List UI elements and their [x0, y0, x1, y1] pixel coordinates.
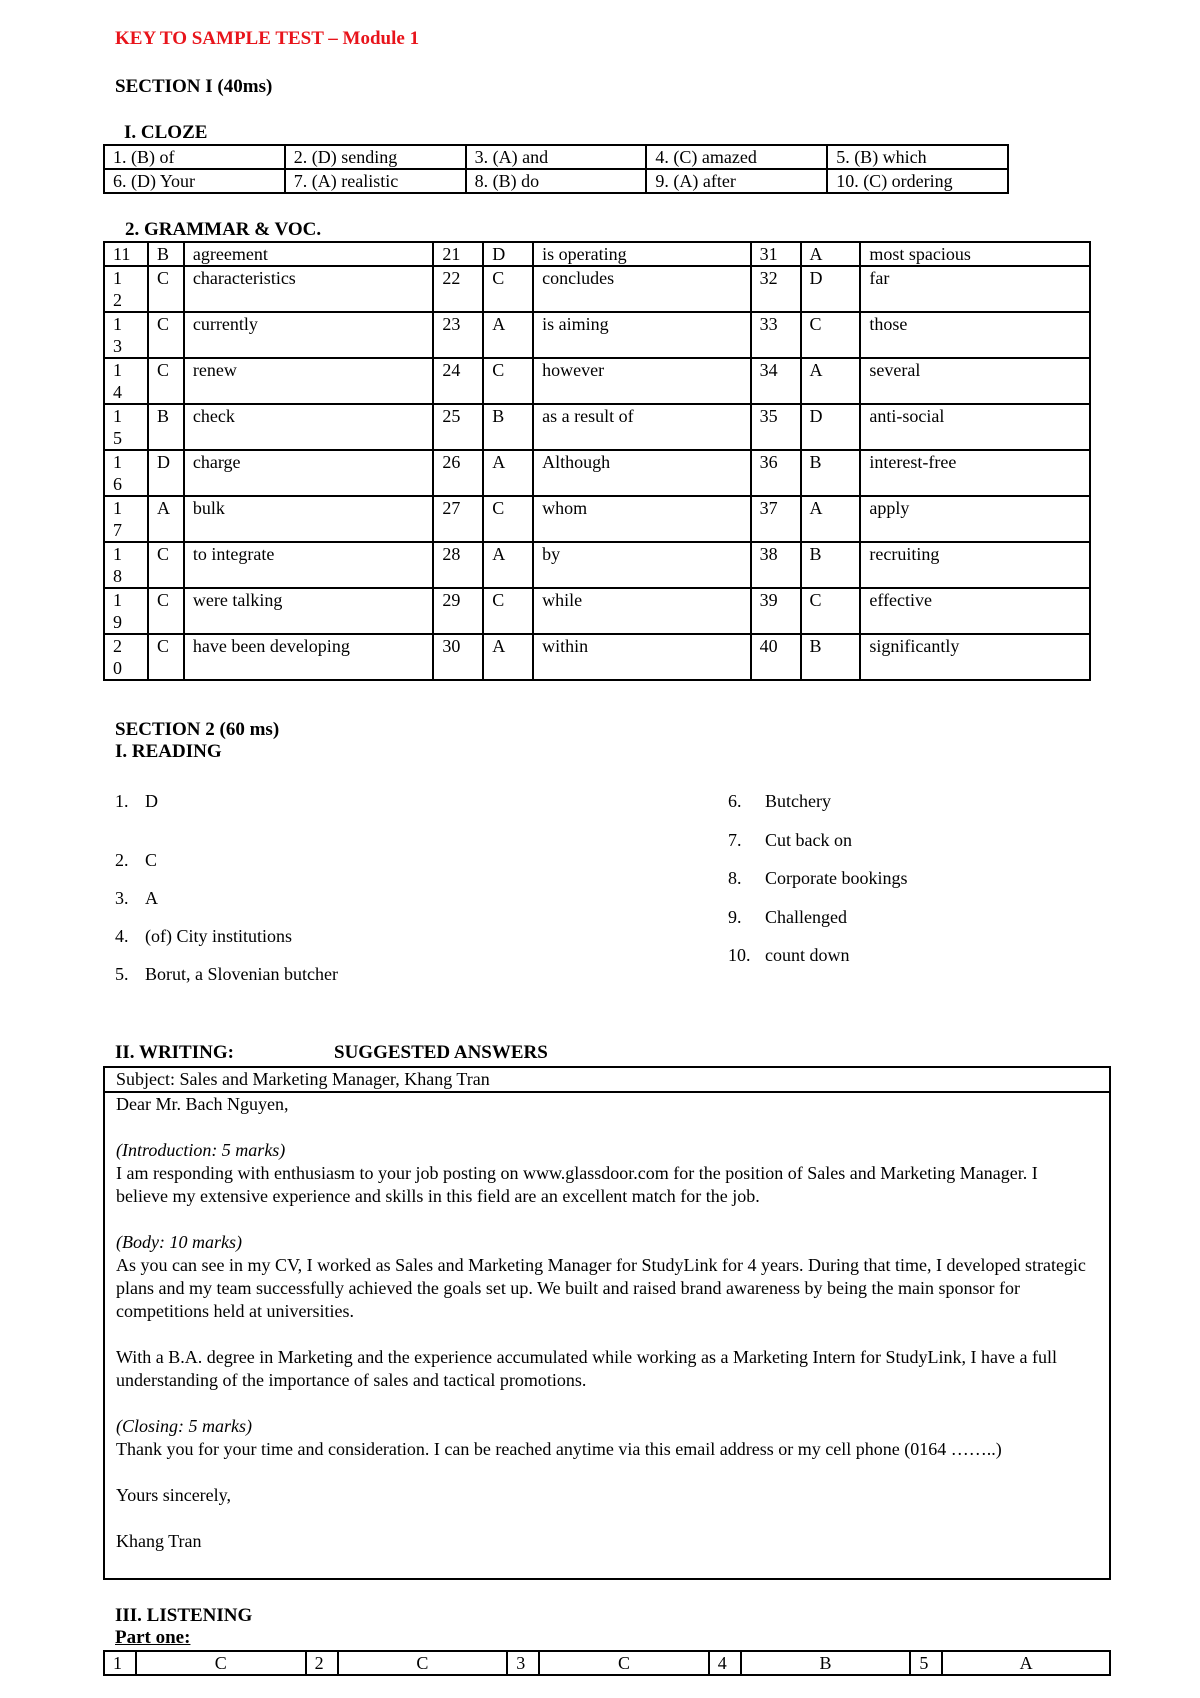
grammar-row [104, 358, 1090, 404]
grammar-answer-letter: C [148, 312, 184, 358]
grammar-answer-word: while [533, 588, 750, 634]
grammar-answer-letter: D [801, 266, 861, 312]
grammar-question-number: 34 [751, 358, 801, 404]
listening-number: 2 [306, 1651, 338, 1675]
listening-answer: C [338, 1651, 508, 1675]
reading-item: 5. Borut, a Slovenian butcher [115, 964, 338, 984]
grammar-row [104, 450, 1090, 496]
grammar-question-number: 40 [751, 634, 801, 680]
grammar-answer-letter: B [148, 242, 184, 266]
reading-item: 10. count down [728, 945, 850, 965]
grammar-answer-letter: A [801, 358, 861, 404]
grammar-answer-letter: B [801, 450, 861, 496]
grammar-answer-word: is aiming [533, 312, 750, 358]
section1-heading: SECTION I (40ms) [115, 76, 273, 97]
grammar-question-number: 23 [433, 312, 483, 358]
grammar-row [104, 588, 1090, 634]
cloze-cell: 3. (A) and [466, 145, 647, 169]
grammar-answer-word: far [860, 266, 1090, 312]
grammar-answer-letter: C [483, 266, 533, 312]
grammar-answer-letter: B [801, 542, 861, 588]
grammar-answer-letter: C [483, 496, 533, 542]
grammar-answer-letter: C [148, 588, 184, 634]
body-paragraph-2: With a B.A. degree in Marketing and the experience accumulated while working as a Marketing Intern for StudyLink, I have a full understanding of the importance of sales and tactical promotions. [116, 1347, 1057, 1390]
cloze-row [104, 169, 1008, 193]
writing-subheading: SUGGESTED ANSWERS [334, 1042, 548, 1063]
grammar-row [104, 242, 1090, 266]
grammar-question-number: 11 [104, 242, 148, 266]
listening-answer: C [136, 1651, 306, 1675]
letter-salutation: Dear Mr. Bach Nguyen, [116, 1094, 289, 1114]
grammar-answer-letter: C [148, 266, 184, 312]
grammar-question-number: 1 8 [104, 542, 148, 588]
intro-paragraph: I am responding with enthusiasm to your job posting on www.glassdoor.com for the position of Sales and Marketing Manager. I believe my extensive experience and skills in this field are an excellent match for the job. [116, 1163, 1038, 1206]
grammar-row [104, 542, 1090, 588]
grammar-answer-word: as a result of [533, 404, 750, 450]
grammar-answer-word: anti-social [860, 404, 1090, 450]
grammar-answer-letter: C [483, 358, 533, 404]
closing-label: (Closing: 5 marks) [116, 1416, 252, 1436]
grammar-answer-word: most spacious [860, 242, 1090, 266]
cloze-cell: 6. (D) Your [104, 169, 285, 193]
cloze-cell: 10. (C) ordering [827, 169, 1008, 193]
reading-item: 4. (of) City institutions [115, 926, 293, 946]
reading-item: 8. Corporate bookings [728, 868, 908, 888]
grammar-answer-word: several [860, 358, 1090, 404]
grammar-answer-word: currently [184, 312, 433, 358]
listening-number: 1 [104, 1651, 136, 1675]
grammar-answer-letter: A [483, 634, 533, 680]
grammar-answer-word: agreement [184, 242, 433, 266]
intro-label: (Introduction: 5 marks) [116, 1140, 286, 1160]
cloze-cell: 5. (B) which [827, 145, 1008, 169]
reading-item: 6. Butchery [728, 791, 831, 811]
letter-signature-name: Khang Tran [116, 1531, 202, 1551]
grammar-row [104, 496, 1090, 542]
cloze-cell: 2. (D) sending [285, 145, 466, 169]
grammar-answer-word: within [533, 634, 750, 680]
grammar-answer-word: significantly [860, 634, 1090, 680]
grammar-row [104, 634, 1090, 680]
grammar-question-number: 28 [433, 542, 483, 588]
cloze-row [104, 145, 1008, 169]
grammar-question-number: 29 [433, 588, 483, 634]
grammar-answer-word: to integrate [184, 542, 433, 588]
grammar-answer-word: effective [860, 588, 1090, 634]
listening-answer: C [539, 1651, 709, 1675]
cloze-cell: 9. (A) after [646, 169, 827, 193]
reading-item: 2. C [115, 850, 158, 870]
listening-number: 5 [910, 1651, 942, 1675]
grammar-answer-table [103, 241, 1091, 681]
grammar-answer-word: however [533, 358, 750, 404]
listening-number: 3 [507, 1651, 539, 1675]
grammar-question-number: 33 [751, 312, 801, 358]
grammar-answer-word: by [533, 542, 750, 588]
grammar-answer-letter: A [148, 496, 184, 542]
grammar-question-number: 1 9 [104, 588, 148, 634]
grammar-question-number: 22 [433, 266, 483, 312]
grammar-answer-letter: A [801, 496, 861, 542]
grammar-answer-word: interest-free [860, 450, 1090, 496]
cloze-cell: 4. (C) amazed [646, 145, 827, 169]
cloze-cell: 1. (B) of [104, 145, 285, 169]
grammar-answer-letter: C [148, 634, 184, 680]
grammar-answer-letter: D [483, 242, 533, 266]
grammar-answer-word: whom [533, 496, 750, 542]
grammar-answer-letter: B [148, 404, 184, 450]
grammar-answer-letter: C [801, 588, 861, 634]
grammar-question-number: 1 5 [104, 404, 148, 450]
grammar-question-number: 38 [751, 542, 801, 588]
reading-heading: I. READING [115, 741, 222, 762]
reading-item: 9. Challenged [728, 907, 847, 927]
grammar-answer-letter: A [483, 450, 533, 496]
grammar-question-number: 31 [751, 242, 801, 266]
grammar-question-number: 36 [751, 450, 801, 496]
listening-number: 4 [709, 1651, 741, 1675]
letter-signoff: Yours sincerely, [116, 1485, 231, 1505]
suggested-letter-box [103, 1066, 1111, 1580]
grammar-question-number: 1 2 [104, 266, 148, 312]
grammar-heading: 2. GRAMMAR & VOC. [125, 219, 322, 240]
grammar-answer-word: characteristics [184, 266, 433, 312]
body-paragraph-1: As you can see in my CV, I worked as Sales and Marketing Manager for StudyLink for 4 years. During that time, I developed strategic plans and my team successfully achieved the goals set up. We built and raised brand awareness by being the main sponsor for competitions held at universities. [116, 1255, 1086, 1321]
grammar-answer-letter: C [483, 588, 533, 634]
grammar-question-number: 24 [433, 358, 483, 404]
grammar-row [104, 266, 1090, 312]
grammar-question-number: 1 3 [104, 312, 148, 358]
grammar-question-number: 1 7 [104, 496, 148, 542]
grammar-answer-word: renew [184, 358, 433, 404]
grammar-answer-letter: C [148, 358, 184, 404]
section2-heading: SECTION 2 (60 ms) [115, 719, 280, 740]
grammar-answer-word: check [184, 404, 433, 450]
grammar-answer-word: recruiting [860, 542, 1090, 588]
reading-item: 1. D [115, 791, 158, 811]
grammar-answer-letter: A [801, 242, 861, 266]
cloze-heading: I. CLOZE [124, 122, 208, 143]
reading-item: 7. Cut back on [728, 830, 852, 850]
grammar-question-number: 30 [433, 634, 483, 680]
body-label: (Body: 10 marks) [116, 1232, 242, 1252]
letter-subject: Subject: Sales and Marketing Manager, Khang Tran [105, 1068, 1109, 1093]
grammar-answer-word: bulk [184, 496, 433, 542]
grammar-question-number: 35 [751, 404, 801, 450]
grammar-answer-letter: B [801, 634, 861, 680]
listening-answer: B [741, 1651, 911, 1675]
grammar-answer-word: charge [184, 450, 433, 496]
grammar-answer-letter: C [148, 542, 184, 588]
grammar-row [104, 312, 1090, 358]
grammar-question-number: 25 [433, 404, 483, 450]
cloze-cell: 8. (B) do [466, 169, 647, 193]
grammar-question-number: 32 [751, 266, 801, 312]
closing-paragraph: Thank you for your time and consideration. I can be reached anytime via this email address or my cell phone (0164 ……..) [116, 1439, 1002, 1459]
grammar-question-number: 21 [433, 242, 483, 266]
grammar-question-number: 27 [433, 496, 483, 542]
document-title: KEY TO SAMPLE TEST – Module 1 [115, 28, 420, 49]
grammar-question-number: 1 4 [104, 358, 148, 404]
grammar-answer-letter: B [483, 404, 533, 450]
listening-answer-table [103, 1650, 1111, 1676]
grammar-question-number: 2 0 [104, 634, 148, 680]
reading-item: 3. A [115, 888, 158, 908]
grammar-answer-word: apply [860, 496, 1090, 542]
grammar-answer-word: concludes [533, 266, 750, 312]
grammar-answer-word: Although [533, 450, 750, 496]
grammar-question-number: 26 [433, 450, 483, 496]
grammar-answer-word: those [860, 312, 1090, 358]
cloze-cell: 7. (A) realistic [285, 169, 466, 193]
listening-part-label: Part one: [115, 1627, 191, 1648]
cloze-answer-table [103, 144, 1009, 194]
listening-heading: III. LISTENING [115, 1605, 253, 1626]
grammar-answer-word: is operating [533, 242, 750, 266]
grammar-answer-letter: A [483, 542, 533, 588]
grammar-question-number: 1 6 [104, 450, 148, 496]
grammar-answer-letter: A [483, 312, 533, 358]
grammar-answer-letter: C [801, 312, 861, 358]
grammar-answer-letter: D [148, 450, 184, 496]
grammar-answer-word: have been developing [184, 634, 433, 680]
grammar-row [104, 404, 1090, 450]
grammar-answer-letter: D [801, 404, 861, 450]
grammar-question-number: 37 [751, 496, 801, 542]
grammar-answer-word: were talking [184, 588, 433, 634]
writing-heading: II. WRITING: [115, 1042, 234, 1063]
listening-answer: A [942, 1651, 1110, 1675]
grammar-question-number: 39 [751, 588, 801, 634]
